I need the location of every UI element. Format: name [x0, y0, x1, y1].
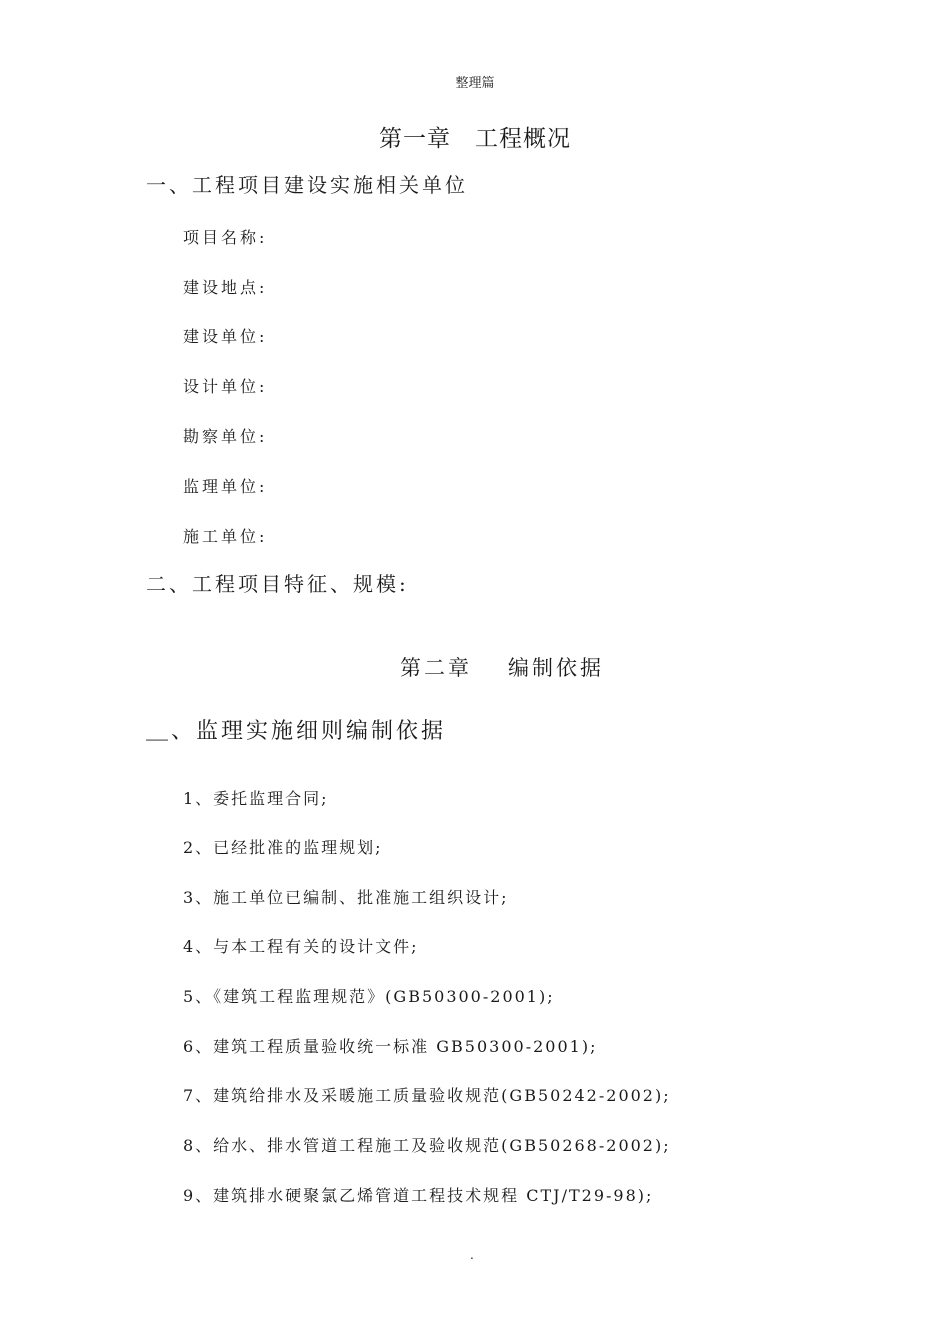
- chapter-1-number: 第一章: [379, 126, 451, 152]
- field-contractor-unit: 施工单位:: [183, 527, 268, 546]
- chapter-2-number: 第二章: [400, 656, 472, 680]
- field-owner-unit: 建设单位:: [183, 327, 268, 346]
- chapter-2-name: 编制依据: [508, 656, 604, 680]
- basis-item: 1、委托监理合同;: [183, 789, 329, 808]
- field-supervision-unit: 监理单位:: [183, 477, 268, 496]
- basis-item: 9、建筑排水硬聚氯乙烯管道工程技术规程 CTJ/T29-98);: [183, 1186, 654, 1205]
- basis-item: 8、给水、排水管道工程施工及验收规范(GB50268-2002);: [183, 1136, 671, 1155]
- basis-item: 4、与本工程有关的设计文件;: [183, 937, 419, 956]
- chapter-1-title: [0, 120, 950, 153]
- field-project-name: 项目名称:: [183, 228, 268, 247]
- page-footer-mark: .: [470, 1248, 474, 1262]
- chapter-1-name: 工程概况: [475, 126, 571, 152]
- section-related-units-title: 一、工程项目建设实施相关单位: [146, 173, 468, 197]
- page-header: 整理篇: [455, 76, 495, 91]
- basis-item: 2、已经批准的监理规划;: [183, 838, 383, 857]
- basis-item: 3、施工单位已编制、批准施工组织设计;: [183, 888, 509, 907]
- section-project-features-title: 二、工程项目特征、规模:: [146, 572, 409, 596]
- field-construction-site: 建设地点:: [183, 278, 268, 297]
- basis-item: 6、建筑工程质量验收统一标准 GB50300-2001);: [183, 1037, 598, 1056]
- field-survey-unit: 勘察单位:: [183, 427, 268, 446]
- section-basis-title: ＿、监理实施细则编制依据: [146, 719, 447, 744]
- basis-item: 7、建筑给排水及采暖施工质量验收规范(GB50242-2002);: [183, 1086, 671, 1105]
- basis-item: 5、《建筑工程监理规范》(GB50300-2001);: [183, 987, 555, 1006]
- chapter-2-title: [400, 652, 604, 682]
- field-design-unit: 设计单位:: [183, 377, 268, 396]
